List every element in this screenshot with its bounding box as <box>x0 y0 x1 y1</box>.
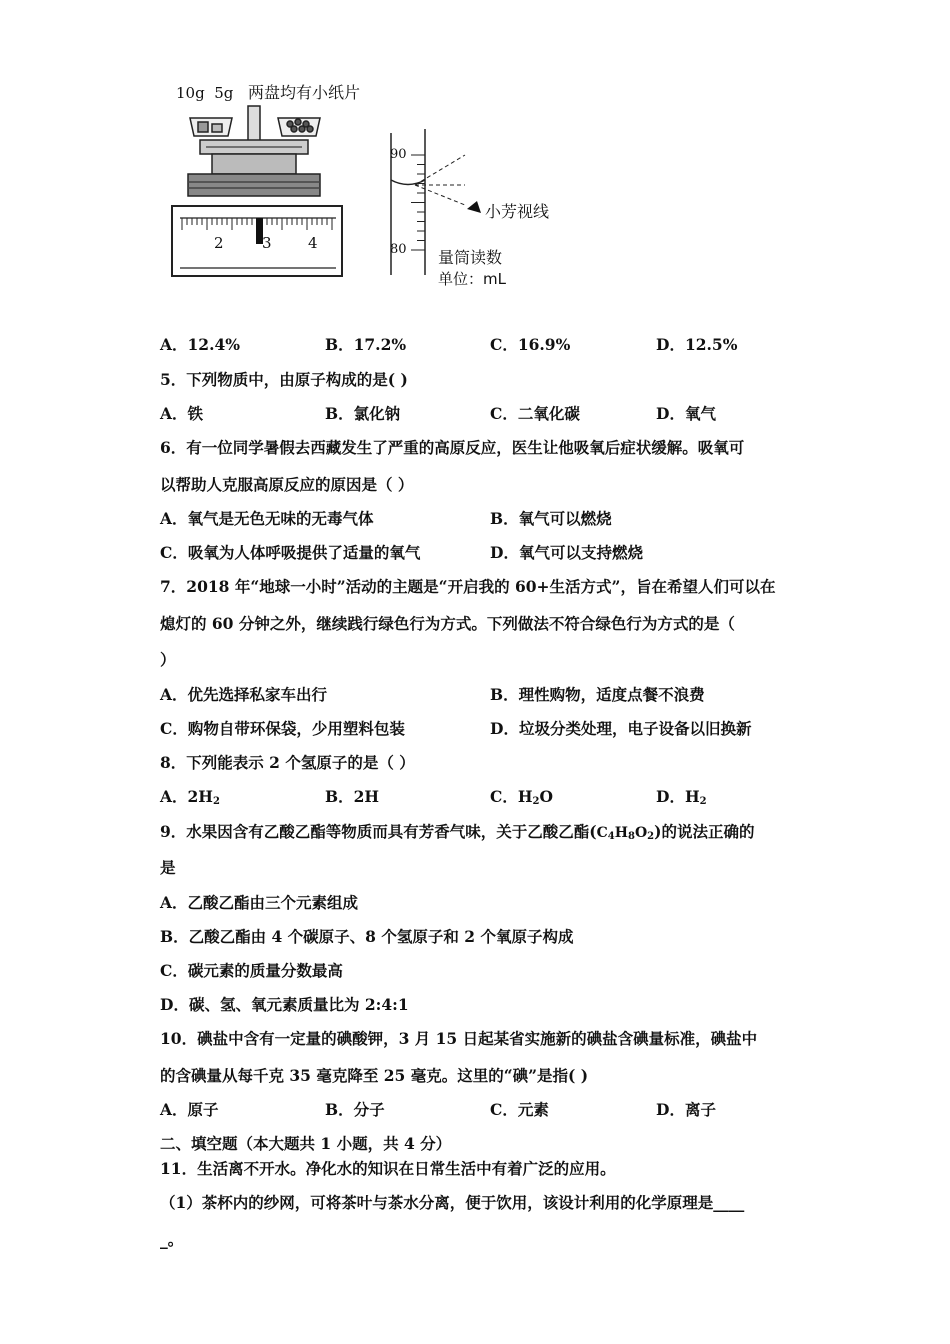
subscript: 8 <box>627 831 635 842</box>
option-c-text-post: O <box>539 787 553 806</box>
option-b[interactable]: B．乙酸乙酯由 4 个碳原子、8 个氢原子和 2 个氧原子构成 <box>160 927 574 946</box>
formula <box>597 825 655 841</box>
left-pan <box>190 118 232 136</box>
question-stem: 8．下列能表示 2 个氢原子的是（ ） <box>160 753 415 772</box>
cylinder-ticks <box>411 155 425 250</box>
option-d[interactable]: D．碳、氢、氧元素质量比为 2:4:1 <box>160 995 409 1014</box>
right-pan <box>278 118 320 136</box>
option-b[interactable]: B．氧气可以燃烧 <box>490 509 612 528</box>
stem-post: )的说法正确的 <box>654 822 755 841</box>
cylinder-caption: 量筒读数 <box>438 248 503 267</box>
option-a[interactable]: A．乙酸乙酯由三个元素组成 <box>160 893 359 912</box>
scale-tick-label: 2 <box>214 234 224 252</box>
option-d[interactable]: D．离子 <box>656 1100 716 1119</box>
sight-line-upper <box>415 155 465 185</box>
subscript: 2 <box>647 831 655 842</box>
option-a[interactable]: A．12.4% <box>160 335 241 354</box>
option-b[interactable]: B．分子 <box>325 1100 385 1119</box>
option-c[interactable]: C．二氧化碳 <box>490 404 580 423</box>
subscript: 2 <box>212 796 220 807</box>
option-a-text: A．2H <box>160 787 213 806</box>
question-part-1-cont: _。 <box>160 1230 184 1249</box>
option-a[interactable]: A．氧气是无色无味的无毒气体 <box>160 509 374 528</box>
option-b[interactable]: B．2H <box>325 787 380 806</box>
question-stem: 以帮助人克服高原反应的原因是（ ） <box>160 475 414 494</box>
question-part-1: （1）茶杯内的纱网，可将茶叶与茶水分离，便于饮用，该设计利用的化学原理是____ <box>160 1193 745 1212</box>
cylinder-top-label: 90 <box>390 147 407 162</box>
scale-tick-label: 4 <box>308 234 318 252</box>
option-d[interactable] <box>656 787 707 812</box>
option-a[interactable] <box>160 787 220 812</box>
option-d[interactable]: D．氧气可以支持燃烧 <box>490 543 643 562</box>
option-c[interactable]: C．元素 <box>490 1100 549 1119</box>
unit-label: 单位：mL <box>438 270 506 288</box>
question-stem <box>160 822 754 847</box>
formula-part: H <box>614 825 628 841</box>
figure-balance <box>160 78 360 283</box>
option-c-text: C．H <box>490 787 533 806</box>
question-stem: 5．下列物质中，由原子构成的是( ) <box>160 370 408 389</box>
sight-label: 小芳视线 <box>485 202 550 221</box>
option-b[interactable]: B．17.2% <box>325 335 407 354</box>
formula-part: C <box>596 825 608 841</box>
option-c[interactable]: C．碳元素的质量分数最高 <box>160 961 343 980</box>
question-stem: 11．生活离不开水。净化水的知识在日常生活中有着广泛的应用。 <box>160 1159 616 1178</box>
option-d[interactable]: D．氧气 <box>656 404 716 423</box>
section-heading: 二、填空题（本大题共 1 小题，共 4 分） <box>160 1134 452 1153</box>
option-c[interactable]: C．16.9% <box>490 335 571 354</box>
option-a[interactable]: A．铁 <box>160 404 204 423</box>
cylinder-bottom-label: 80 <box>390 242 407 257</box>
subscript: 2 <box>699 796 707 807</box>
option-d[interactable]: D．垃圾分类处理，电子设备以旧换新 <box>490 719 752 738</box>
option-b[interactable]: B．氯化钠 <box>325 404 401 423</box>
question-stem: 10．碘盐中含有一定量的碘酸钾，3 月 15 日起某省实施新的碘盐含碘量标准，碘盐中 <box>160 1029 758 1048</box>
option-c[interactable]: C．吸氧为人体呼吸提供了适量的氧气 <box>160 543 421 562</box>
formula-part: O <box>634 825 648 841</box>
balance-drawing <box>160 78 360 283</box>
weights-label: 10g 5g <box>176 84 234 102</box>
option-b[interactable]: B．理性购物，适度点餐不浪费 <box>490 685 705 704</box>
option-a[interactable]: A．优先选择私家车出行 <box>160 685 328 704</box>
option-d[interactable]: D．12.5% <box>656 335 738 354</box>
option-c[interactable]: C．购物自带环保袋，少用塑料包装 <box>160 719 405 738</box>
question-stem: 熄灯的 60 分钟之外，继续践行绿色行为方式。下列做法不符合绿色行为方式的是（ <box>160 614 735 633</box>
question-stem: 6．有一位同学暑假去西藏发生了严重的高原反应，医生让他吸氧后症状缓解。吸氧可 <box>160 438 745 457</box>
figure-cylinder <box>385 125 585 295</box>
subscript: 4 <box>607 831 615 842</box>
scale-tick-label: 3 <box>262 234 272 252</box>
question-stem: 7．2018 年“地球一小时”活动的主题是“开启我的 60+生活方式”，旨在希望人们可以在 <box>160 577 776 596</box>
stem-pre: 9．水果因含有乙酸乙酯等物质而具有芳香气味，关于乙酸乙酯( <box>160 822 597 841</box>
pans-note: 两盘均有小纸片 <box>248 83 361 102</box>
eye-icon <box>467 201 481 213</box>
option-d-text: D．H <box>656 787 700 806</box>
option-c[interactable] <box>490 787 553 812</box>
option-a[interactable]: A．原子 <box>160 1100 219 1119</box>
question-stem: ） <box>160 650 176 669</box>
subscript: 2 <box>532 796 540 807</box>
question-stem: 的含碘量从每千克 35 毫克降至 25 毫克。这里的“碘”是指( ) <box>160 1066 589 1085</box>
question-stem: 是 <box>160 858 176 877</box>
